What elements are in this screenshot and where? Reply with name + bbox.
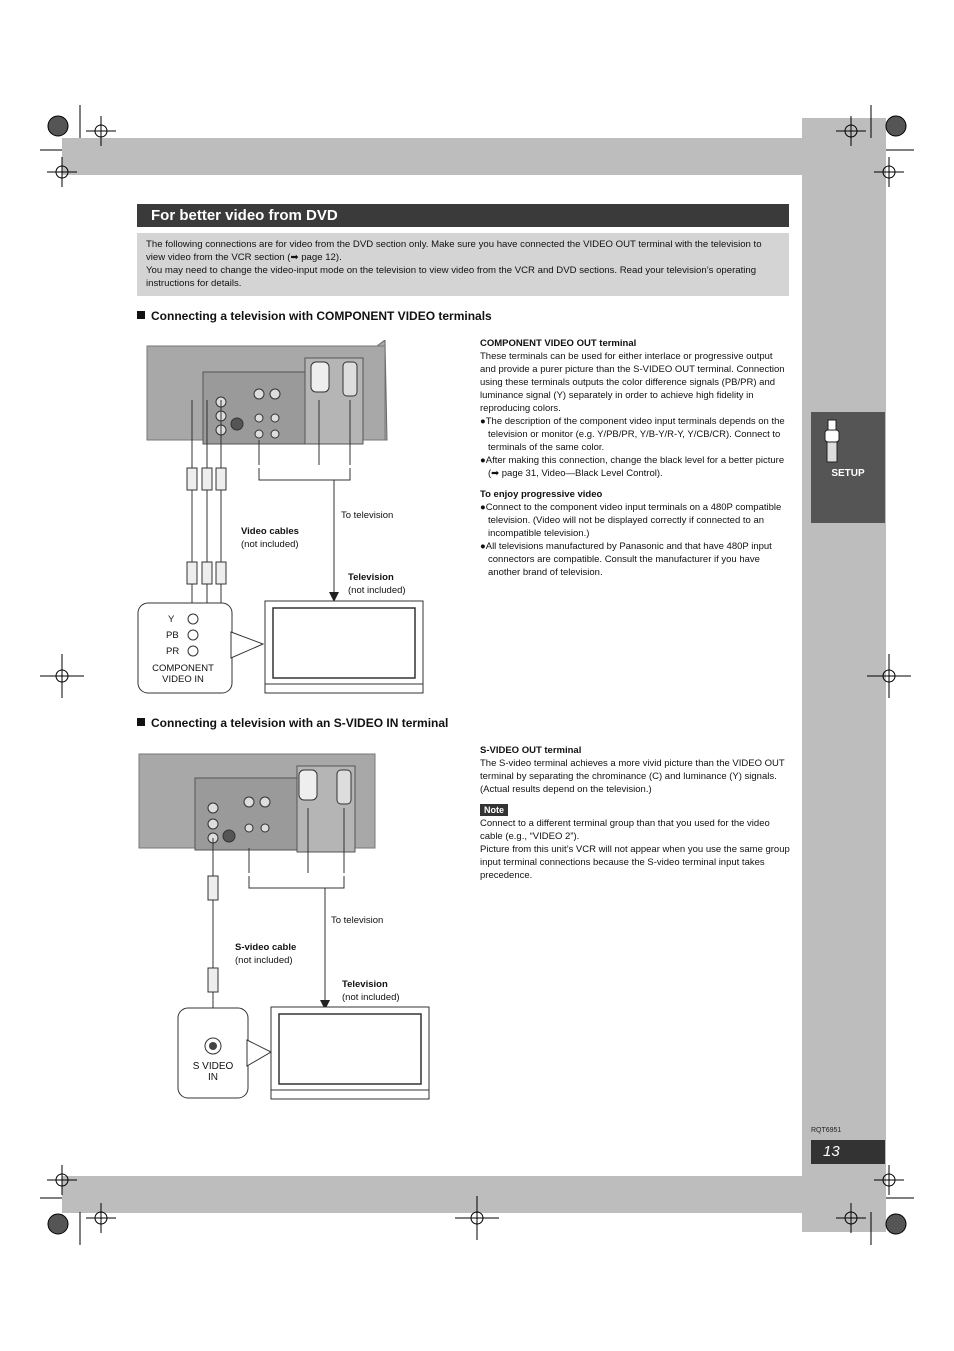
section1-cable-note: (not included) (241, 539, 299, 550)
section2-tv-note: (not included) (342, 992, 400, 1003)
component-bullet-1: ●The description of the component video input terminals depends on the television or monitor (e.g. Y/PB/PR, Y/B-Y/R-Y, Y/CB/CR). Connect to terminals of the same color. (480, 416, 785, 453)
component-caption-line2: VIDEO IN (162, 674, 204, 685)
section2-tv-label-text: Television (342, 979, 388, 990)
progressive-heading: To enjoy progressive video (480, 489, 603, 500)
component-caption-line1: COMPONENT (152, 663, 214, 674)
setup-label: SETUP (831, 468, 865, 479)
section1-heading-text: Connecting a television with COMPONENT VIDEO terminals (151, 309, 492, 323)
svideo-caption-line1: S VIDEO (192, 1061, 234, 1072)
section1-cable-label-text: Video cables (241, 526, 299, 537)
section1-tv-note: (not included) (348, 585, 406, 596)
section2-to-tv: To television (331, 915, 384, 926)
component-description (480, 337, 790, 579)
page-number: 13 (811, 1140, 885, 1164)
plug-icon (818, 418, 848, 468)
component-desc-body: These terminals can be used for either interlace or progressive output and provide a purer picture than the S-VIDEO OUT terminal. Connection using these terminals outputs the color difference signals (PB/PR) and luminance signal (Y) separately in order to achieve high fidelity in reproducing colors. (480, 351, 785, 414)
section2-cable-label (235, 941, 296, 967)
svideo-caption-line2: IN (208, 1072, 218, 1083)
jack-label-pb: PB (166, 630, 179, 641)
page-title: For better video from DVD (137, 204, 789, 227)
section2-cable-note: (not included) (235, 955, 293, 966)
progressive-bullet-2: ●All televisions manufactured by Panasonic and that have 480P input connectors are compatible. Consult the manufacturer if you have another brand of television. (480, 541, 772, 578)
intro-line-2: You may need to change the video-input mode on the television to view video from the VCR and DVD sections. Read your television’s operating instructions for details. (146, 265, 757, 289)
note-text-1: Connect to a different terminal group than that you used for the video cable (e.g., “VIDEO 2”). (480, 818, 770, 842)
svideo-desc-heading: S-VIDEO OUT terminal (480, 745, 582, 756)
intro-line-1: The following connections are for video from the DVD section only. Make sure you have connected the VIDEO OUT terminal with the television to view video from the VCR section (➡ page 12). (146, 239, 762, 263)
svideo-in-caption (178, 1061, 248, 1083)
section2-cable-label-text: S-video cable (235, 942, 297, 953)
section2-tv-label (342, 978, 400, 1004)
intro-box (137, 233, 789, 296)
section2-heading-text: Connecting a television with an S-VIDEO IN terminal (151, 716, 449, 730)
doc-code: RQT6951 (811, 1127, 842, 1134)
component-desc-heading: COMPONENT VIDEO OUT terminal (480, 338, 637, 349)
svideo-connection-diagram (137, 748, 437, 1108)
progressive-bullet-1: ●Connect to the component video input terminals on a 480P compatible television. (Video will not be displayed correctly if connected to an incompatible television.) (480, 502, 782, 539)
square-bullet-icon (137, 311, 145, 319)
jack-label-y: Y (168, 614, 175, 625)
component-bullet-2: ●After making this connection, change the black level for a better picture (➡ page 31, Video—Black Level Control). (480, 455, 785, 479)
section1-to-tv: To television (341, 510, 394, 521)
svideo-desc-body: The S-video terminal achieves a more vivid picture than the VIDEO OUT terminal by separating the chrominance (C) and luminance (Y) signals. (Actual results depend on the television.) (480, 758, 785, 795)
svideo-description (480, 744, 790, 882)
section1-tv-label-text: Television (348, 572, 394, 583)
square-bullet-icon (137, 718, 145, 726)
jack-label-pr: PR (166, 646, 180, 657)
section2-heading (137, 716, 448, 730)
section1-cable-label (241, 525, 299, 551)
section1-heading (137, 309, 492, 323)
note-text-2: Picture from this unit’s VCR will not appear when you use the same group input terminal connections because the S-video terminal input takes precedence. (480, 844, 790, 881)
component-video-in-caption (139, 663, 227, 685)
section1-tv-label (348, 571, 406, 597)
note-badge: Note (480, 804, 508, 816)
